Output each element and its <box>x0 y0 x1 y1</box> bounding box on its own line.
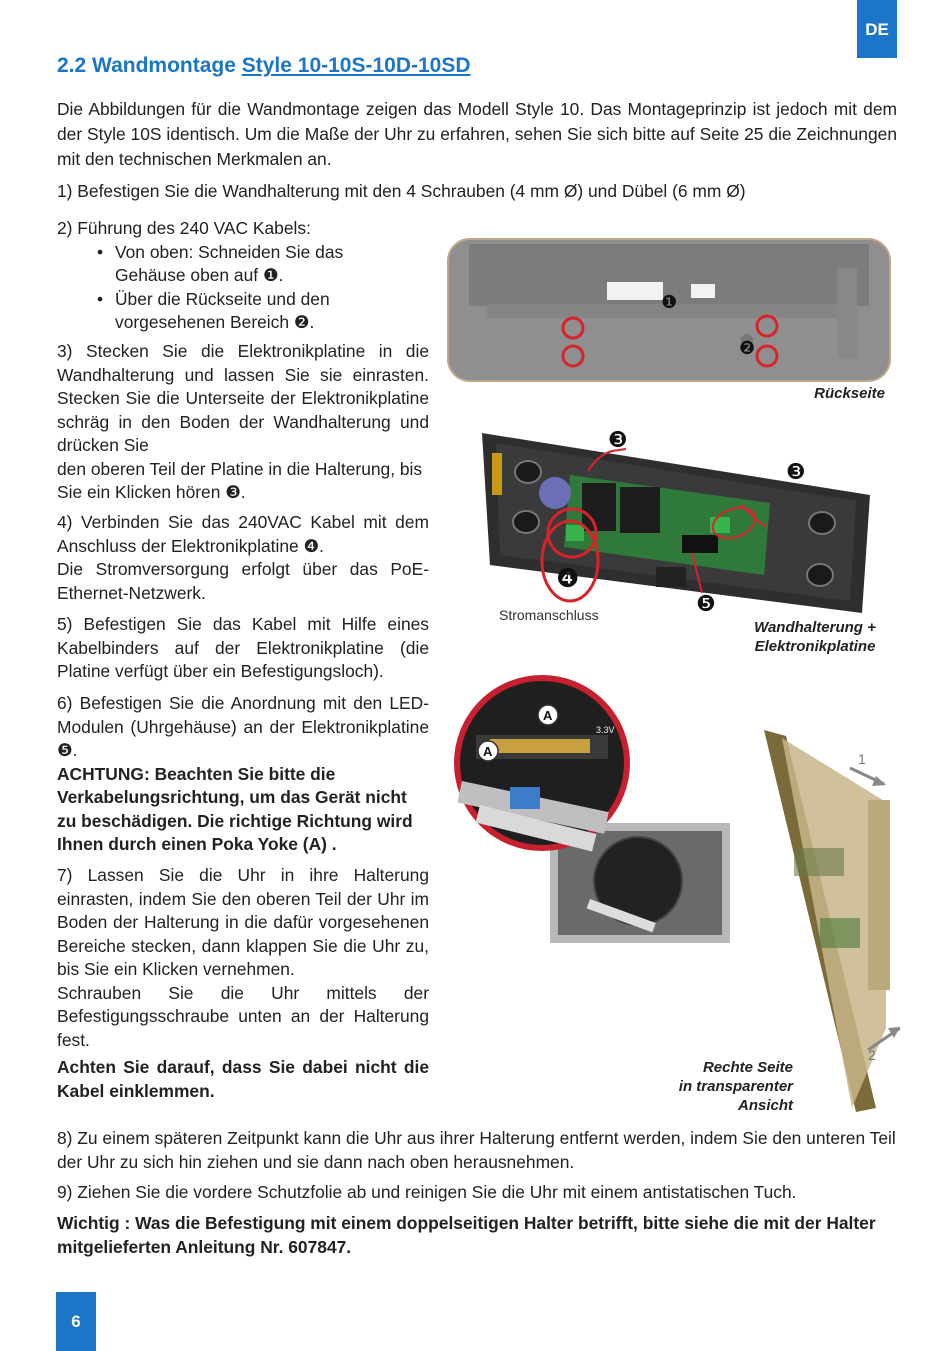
step-7-text-2: Schrauben Sie die Uhr mittels der Befestigungsschraube unten an der Halterung fest. <box>57 982 429 1050</box>
caption-power-connection: Stromanschluss <box>499 607 599 623</box>
figure-bracket-board <box>470 425 890 620</box>
intro-paragraph: Die Abbildungen für die Wandmontage zeigen das Modell Style 10. Das Montageprinzip ist jedoch mit dem der Style 10S identisch. Um die Maße der Uhr zu erfahren, sehen Sie sich bitte auf Seite 25 die Zeichnungen mit den technischen Merkmalen an. <box>57 99 897 169</box>
page-number: 6 <box>56 1292 96 1351</box>
voltage-label: 3.3V <box>596 725 615 735</box>
caption-side-line-3: Ansicht <box>737 1097 793 1114</box>
caption-bracket-line-1: Wandhalterung + <box>754 619 876 636</box>
marker-2: ❷ <box>739 338 756 359</box>
marker-3-right: ❸ <box>786 460 806 485</box>
caption-bracket-line-2: Elektronikplatine <box>754 638 876 655</box>
step-1: 1) Befestigen Sie die Wandhalterung mit den 4 Schrauben (4 mm Ø) und Dübel (6 mm Ø) <box>57 181 746 201</box>
caption-side-view <box>640 1058 793 1115</box>
poka-yoke-a-left: A <box>483 744 493 759</box>
section-heading <box>57 54 471 78</box>
caption-bracket-board <box>740 618 890 656</box>
step-6-warning: ACHTUNG: Beachten Sie bitte die Verkabelungsrichtung, um das Gerät nicht zu beschädigen. Die richtige Richtung wird Ihnen durch einen Poka Yoke (A) . <box>57 763 413 854</box>
step-3-text-2: den oberen Teil der Platine in die Halterung, bis Sie ein Klicken hören ❸. <box>57 458 423 502</box>
step-6 <box>57 692 429 857</box>
step-7-text: 7) Lassen Sie die Uhr in ihre Halterung einrasten, indem Sie den oberen Teil der Uhr im Boden der Halterung in die dafür vorgesehenen Bereiche stecken, dann klappen Sie die Uhr zu, bis Sie ein Klicken vernehmen. <box>57 865 429 979</box>
step-2-bullet-back: • Über die Rückseite und den vorgesehenen Bereich ❷. <box>115 288 375 335</box>
step-7 <box>57 864 429 1103</box>
heading-prefix: 2.2 Wandmontage <box>57 54 242 77</box>
marker-5: ❺ <box>696 592 716 617</box>
figure-connector-closeup <box>450 675 740 975</box>
important-note: Wichtig : Was die Befestigung mit einem doppelseitigen Halter betrifft, bitte siehe die mit der Halter mitgelieferten Anleitung Nr. 607847. <box>57 1213 876 1257</box>
caption-side-line-2: in transparenter <box>678 1078 793 1095</box>
caption-back-side: Rückseite <box>814 385 885 402</box>
marker-3-left: ❸ <box>608 428 628 453</box>
step-9: 9) Ziehen Sie die vordere Schutzfolie ab und reinigen Sie die Uhr mit einem antistatischen Tuch. <box>57 1182 797 1202</box>
step-2-title: 2) Führung des 240 VAC Kabels: <box>57 218 311 238</box>
step-4-text: 4) Verbinden Sie das 240VAC Kabel mit dem Anschluss der Elektronikplatine ❹. <box>57 512 429 556</box>
figure-back-side <box>447 238 891 383</box>
language-tab: DE <box>857 0 897 58</box>
step-2-list <box>57 241 429 335</box>
marker-4: ❹ <box>556 564 580 594</box>
step-2-bullet-top: • Von oben: Schneiden Sie das Gehäuse oben auf ❶. <box>115 241 375 288</box>
step-8: 8) Zu einem späteren Zeitpunkt kann die Uhr aus ihrer Halterung entfernt werden, indem Sie den unteren Teil der Uhr zu sich hin ziehen und sie dann nach oben herausnehmen. <box>57 1128 896 1172</box>
step-7-warning: Achten Sie darauf, dass Sie dabei nicht die Kabel einklemmen. <box>57 1057 429 1101</box>
step-3-text: 3) Stecken Sie die Elektronikplatine in die Wandhalterung und lassen Sie sie einrasten. Stecken Sie die Unterseite der Elektronikplatine schräg in den Boden der Wandhalterung und drücken Sie <box>57 341 429 455</box>
step-2 <box>57 217 429 335</box>
caption-side-line-1: Rechte Seite <box>702 1059 793 1076</box>
heading-model-link[interactable]: Style 10-10S-10D-10SD <box>241 54 471 77</box>
poka-yoke-a-top: A <box>543 708 553 723</box>
arrow-label-1: 1 <box>858 751 866 767</box>
step-4 <box>57 511 429 605</box>
step-4-text-2: Die Stromversorgung erfolgt über das PoE-Ethernet-Netzwerk. <box>57 559 429 603</box>
step-6-text: 6) Befestigen Sie die Anordnung mit den LED-Modulen (Uhrgehäuse) an der Elektronikplatine ❺. <box>57 693 429 760</box>
step-3 <box>57 340 429 505</box>
step-5: 5) Befestigen Sie das Kabel mit Hilfe eines Kabelbinders auf der Elektronikplatine (die Platine verfügt über ein Befestigungsloch). <box>57 614 429 681</box>
marker-1: ❶ <box>661 292 678 313</box>
arrow-label-2: 2 <box>868 1047 876 1063</box>
